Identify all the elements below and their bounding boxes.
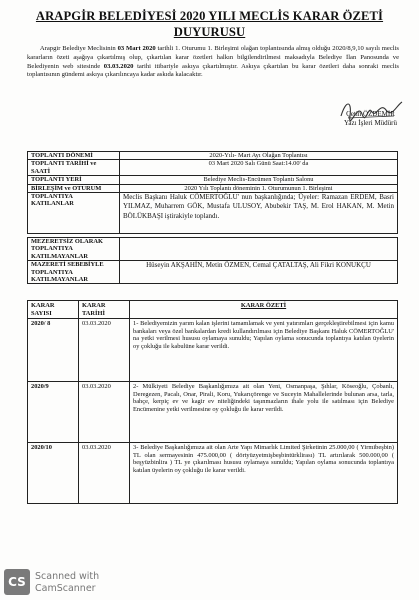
info-value: 2020 Yılı Toplantı döneminin 1. Oturumunun 1. Birleşimi [120,184,398,192]
decision-summary: 1- Belediyemizin yarım kalan işlerini tamamlamak ve yeni yatırımları gerçekleştirebilmesi için kamu bankaları veya özel bankalardan kredi kullandırılması için Belediye Başkanı Haluk CÖMERTOĞLU' na yetki verilmesi hususu oylamaya sunuldu; Yapılan oylama sonucunda toplantıya katılan üyelerin oy çokluğu ile kabulüne karar verildi. [130,319,398,382]
intro-date-2: 03.03.2020 [103,62,134,70]
decision-no: 2020/10 [28,443,79,504]
absent-no-excuse-value [120,238,398,261]
decisions-header-row [28,301,398,319]
info-row [28,160,398,176]
signatory-name: Çetin ÖZDEMİR [346,110,395,118]
info-value: Belediye Meclis-Encümen Toplantı Salonu [120,176,398,184]
info-row-attendees [28,193,398,234]
decision-date: 03.03.2020 [79,319,130,382]
decision-date: 03.03.2020 [79,443,130,504]
camscanner-logo: CS [4,569,30,595]
attendees-key: TOPLANTIYA KATILANLAR [28,193,120,234]
col-header-no: KARAR SAYISI [28,301,79,319]
info-value: 03 Mart 2020 Salı Günü Saat:14.00' da [120,160,398,176]
intro-paragraph [27,45,399,80]
decision-no: 2020/ 8 [28,319,79,382]
decision-summary: 2- Mülkiyeti Belediye Başkanlığımıza ait olan Yeni, Osmanpaşa, Şıhlar, Köseoğlu, Çobanlı, Deregezen, Pacalı, Onar, Pirali, Koru, Yukarıçörenge ve Suceyin Mahallelerinde bulunan arsa, tarla, bahçe, kerpiç ev ve kagir ev niteliğindeki taşınmazların ihale yolu ile satılması için Belediye Encümenine yetki verilmesine oy çokluğu ile karar verildi. [130,382,398,443]
intro-text-1: Arapgir Belediye Meclisinin [39,45,118,52]
info-key: BİRLEŞİM ve OTURUM [28,184,120,192]
intro-text-3: tarihi itibariyle askıya çıkartılmıştır. Askıya çıkartılan bu karar özetleri daha sonraki meclis toplantısının gündemi askıya çıkarılıncaya kadar askıda kalacaktır. [27,62,399,79]
watermark-line-2: CamScanner [35,582,96,594]
info-row-absent-no-excuse [28,238,398,261]
table-row [28,443,398,504]
decision-no: 2020/9 [28,382,79,443]
table-row [28,319,398,382]
intro-date: 03 Mart 2020 [117,45,156,52]
decisions-table [27,300,398,504]
absent-excuse-key: MAZERETİ SEBEBİYLE TOPLANTIYA KATILMAYANLAR [28,261,120,284]
page-title: ARAPGİR BELEDİYESİ 2020 YILI MECLİS KARAR ÖZETİ [35,9,384,23]
info-row [28,184,398,192]
absent-no-excuse-key: MEZERETSİZ OLARAK TOPLANTIYA KATILMAYANLAR [28,238,120,261]
info-key: TOPLANTI DÖNEMİ [28,152,120,160]
info-row [28,152,398,160]
camscanner-watermark [35,571,99,594]
info-row [28,176,398,184]
info-key: TOPLANTI YERİ [28,176,120,184]
watermark-line-1: Scanned with [35,571,100,582]
decision-date: 03.03.2020 [79,382,130,443]
col-header-summary: KARAR ÖZETİ [130,301,398,319]
col-header-date: KARAR TARİHİ [79,301,130,319]
decision-summary: 3- Belediye Başkanlığımıza ait olan Arte Yapı Mimarlık Limited Şirketinin 25.000,00 ( Yirmibeşbin) TL olan sermayesinin 475.000,00 ( dörtyüzyetmişbeşbintürklirası) TL artırılarak 500.000,00 ( beşyüzbinlira ) TL ye çıkarılması hususu oylamaya sunuldu; Yapılan oylama sonucunda toplantıya katılan üyelerin oy çokluğu ile karar verildi. [130,443,398,504]
page-subtitle: DUYURUSU [173,25,246,39]
intro-text-2: tarihli 1. Oturumu 1. Birleşimi olağan toplantısında almış olduğu 2020/8,9,10 sayılı meclis kararların özeti aşağıya çıkartılmış olup, çıkartılan karar özetleri halkın bilgilendirilmesi maksadıyla Belediye İlan Panosunda ve Belediyenin web sitesinde [27,45,399,70]
handwritten-signature [336,96,406,124]
info-row-absent-excuse [28,261,398,284]
signature-block [344,110,397,127]
info-value: 2020-Yılı- Mart Ayı Olağan Toplantısı [120,152,398,160]
signatory-title: Yazı İşleri Müdürü [344,118,397,127]
attendees-value: Meclis Başkanı Haluk CÖMERTOĞLU' nun başkanlığında; Üyeler: Ramazan ERDEM, Basri YILMAZ, Muharrem GÖK, Mustafa ULUSOY, Abubekir TAŞ, M. Erol HAKAN, M. Metin BÖLÜKBAŞI iştirakiyle toplandı. [120,193,398,234]
meeting-info-table [27,151,398,284]
absent-excuse-value: Hüseyin AKŞAHİN, Metin ÖZMEN, Cemal ÇATALTAŞ, Ali Fikri KONUKÇU [120,261,398,284]
info-key: TOPLANTI TARİHİ ve SAATİ [28,160,120,176]
table-row [28,382,398,443]
